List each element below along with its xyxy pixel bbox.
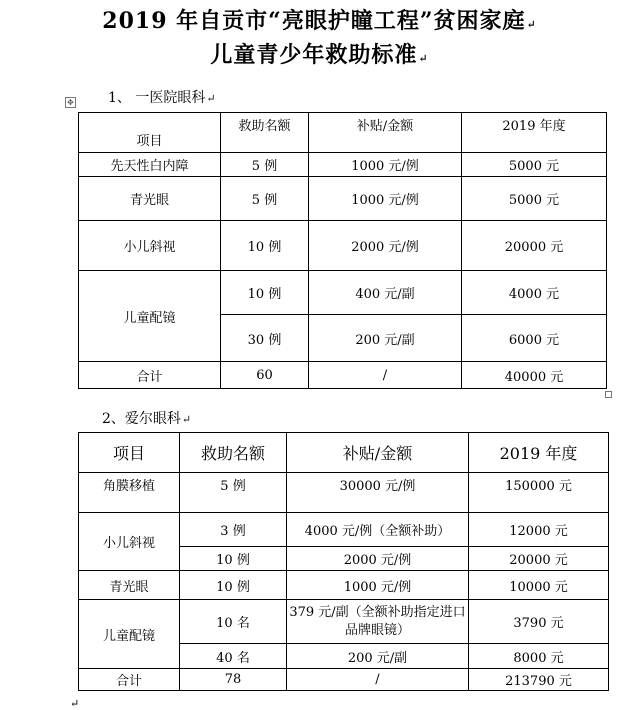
section1-text: 1、 一医院眼科 (108, 90, 206, 106)
table-row (79, 221, 607, 271)
cell-item: 先天性白内障 (79, 153, 221, 177)
cell-amount: 379 元/副（全额补助指定进口品牌眼镜） (287, 600, 469, 644)
cell-amount: / (287, 669, 469, 691)
cell-annual: 8000 元 (469, 644, 609, 669)
table-row (79, 271, 607, 315)
aier-table[interactable] (78, 432, 609, 691)
header-annual: 2019 年度 (469, 433, 609, 473)
cell-amount: / (309, 362, 462, 389)
header-annual: 2019 年度 (462, 113, 607, 153)
cell-annual: 3790 元 (469, 600, 609, 644)
cell-quota: 10 例 (180, 571, 287, 600)
title-line2-text: 儿童青少年救助标准 (210, 42, 418, 68)
header-quota: 救助名额 (221, 113, 309, 153)
cell-quota: 10 名 (180, 600, 287, 644)
cell-amount: 400 元/副 (309, 271, 462, 315)
cell-quota: 40 名 (180, 644, 287, 669)
cell-annual: 4000 元 (462, 271, 607, 315)
cell-item: 儿童配镜 (79, 600, 180, 669)
table-row (79, 177, 607, 221)
cell-annual: 5000 元 (462, 153, 607, 177)
cell-quota: 5 例 (221, 177, 309, 221)
header-amount: 补贴/金额 (309, 113, 462, 153)
cell-amount: 1000 元/例 (287, 571, 469, 600)
section-heading-1 (108, 87, 216, 107)
cell-item: 青光眼 (79, 177, 221, 221)
header-quota: 救助名额 (180, 433, 287, 473)
paragraph-mark: ↵ (206, 92, 216, 105)
cell-item: 青光眼 (79, 571, 180, 600)
table-row (79, 600, 609, 644)
table-total-row (79, 669, 609, 691)
cell-annual: 213790 元 (469, 669, 609, 691)
paragraph-mark: ↵ (181, 413, 192, 426)
cell-quota: 10 例 (180, 547, 287, 571)
cell-amount: 4000 元/例（全额补助） (287, 513, 469, 547)
header-amount: 补贴/金额 (287, 433, 469, 473)
cell-item: 儿童配镜 (79, 271, 221, 362)
paragraph-mark: ↵ (526, 18, 537, 31)
cell-quota: 78 (180, 669, 287, 691)
cell-quota: 10 例 (221, 221, 309, 271)
cell-annual: 5000 元 (462, 177, 607, 221)
section-heading-2 (102, 408, 191, 428)
cell-amount: 1000 元/例 (309, 177, 462, 221)
table-row (79, 571, 609, 600)
table-total-row (79, 362, 607, 389)
table-header-row (79, 433, 609, 473)
cell-amount: 1000 元/例 (309, 153, 462, 177)
table-row (79, 153, 607, 177)
document-title-line1 (0, 4, 639, 35)
table-row (79, 473, 609, 513)
cell-quota: 60 (221, 362, 309, 389)
cell-item: 角膜移植 (79, 473, 180, 513)
cell-annual: 20000 元 (462, 221, 607, 271)
cell-annual: 6000 元 (462, 315, 607, 362)
hospital1-table[interactable] (78, 112, 607, 389)
cell-quota: 3 例 (180, 513, 287, 547)
table-move-handle-icon[interactable]: ✥ (65, 97, 76, 108)
cell-annual: 12000 元 (469, 513, 609, 547)
document-title-line2 (0, 38, 639, 69)
cell-amount: 200 元/副 (309, 315, 462, 362)
cell-amount: 200 元/副 (287, 644, 469, 669)
cell-annual: 150000 元 (469, 473, 609, 513)
cell-quota: 5 例 (180, 473, 287, 513)
table-resize-handle[interactable] (605, 391, 612, 398)
cell-item: 合计 (79, 362, 221, 389)
cell-amount: 2000 元/例 (309, 221, 462, 271)
header-item: 项目 (79, 113, 221, 153)
table-row (79, 513, 609, 547)
cell-annual: 40000 元 (462, 362, 607, 389)
title-line1-text: 2019 年自贡市“亮眼护瞳工程”贫困家庭 (102, 8, 526, 34)
cell-annual: 10000 元 (469, 571, 609, 600)
header-item: 项目 (79, 433, 180, 473)
cell-item: 小儿斜视 (79, 221, 221, 271)
table-header-row (79, 113, 607, 153)
cell-item: 小儿斜视 (79, 513, 180, 571)
cell-quota: 10 例 (221, 271, 309, 315)
cell-quota: 5 例 (221, 153, 309, 177)
cell-item: 合计 (79, 669, 180, 691)
section2-text: 2、爱尔眼科 (102, 411, 181, 427)
cell-annual: 20000 元 (469, 547, 609, 571)
paragraph-mark: ↵ (418, 52, 429, 65)
cell-quota: 30 例 (221, 315, 309, 362)
cell-amount: 30000 元/例 (287, 473, 469, 513)
cell-amount: 2000 元/例 (287, 547, 469, 571)
end-paragraph-mark: ↵ (70, 697, 80, 710)
